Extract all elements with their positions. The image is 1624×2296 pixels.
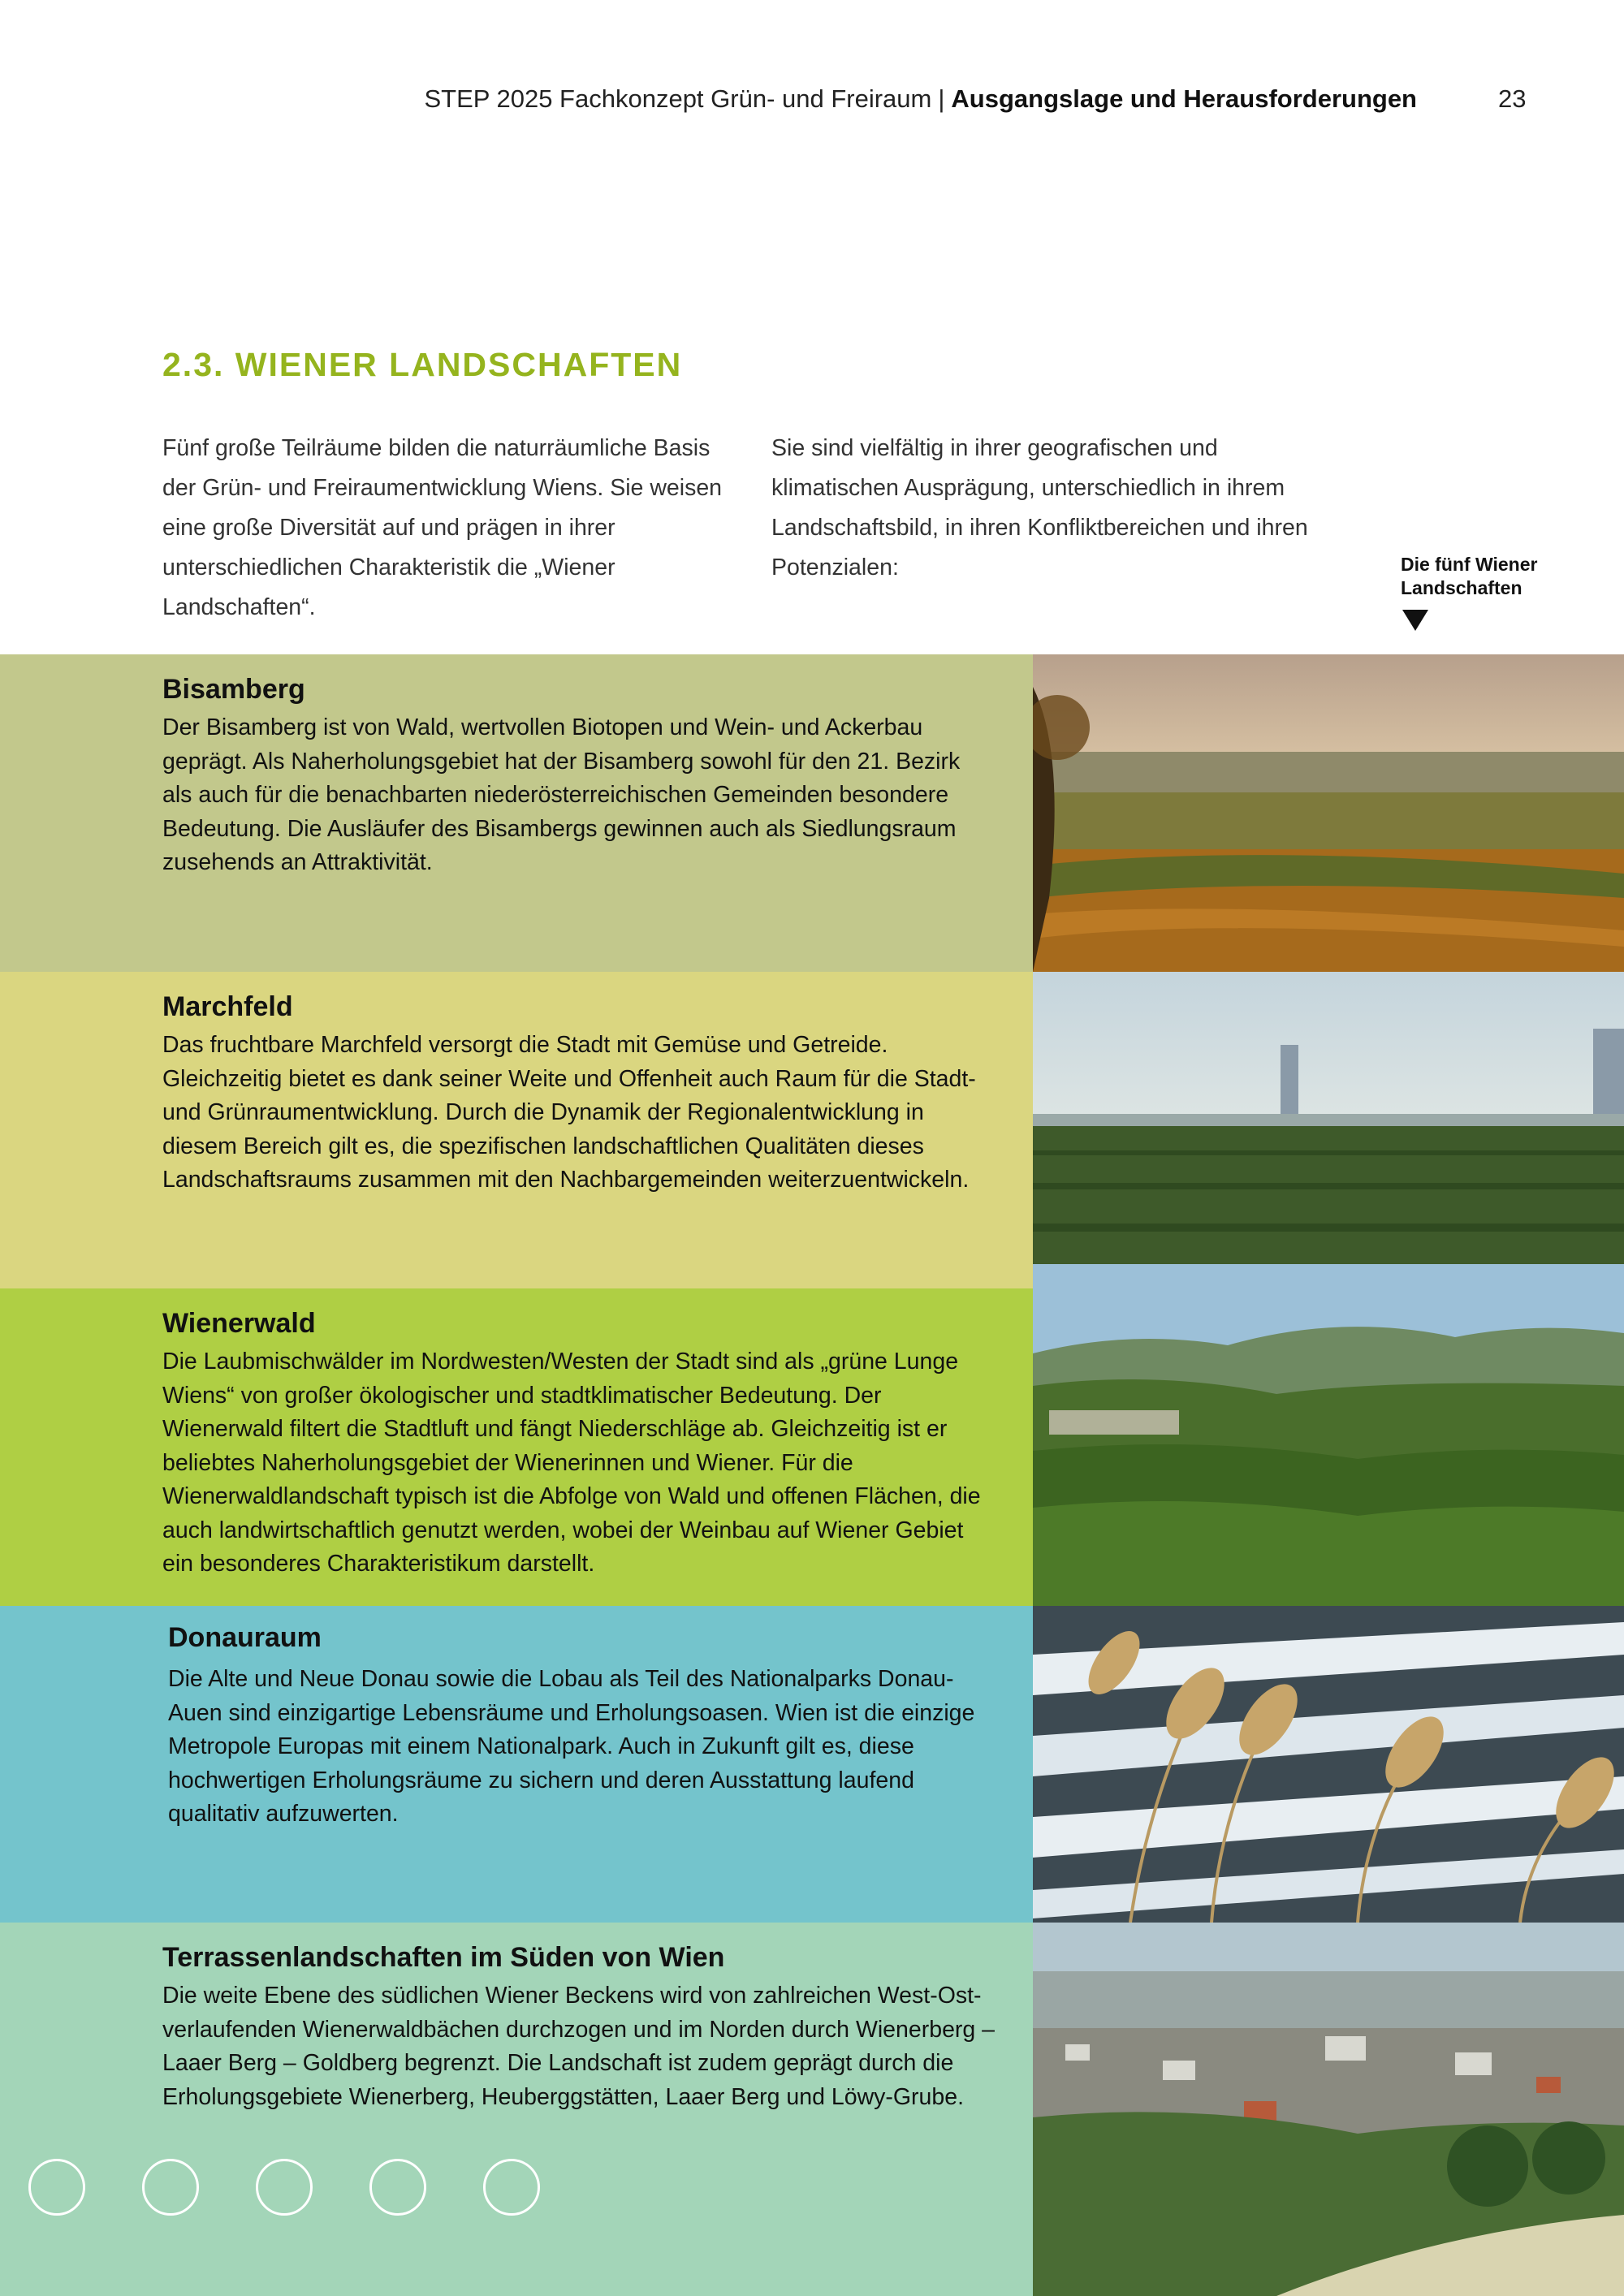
landscape-photo-icon (1033, 1606, 1624, 1923)
landscape-description: Die weite Ebene des südlichen Wiener Beckens wird von zahlreichen West-Ost-verlaufenden Wienerwaldbächen durchzogen und im Norden durch Wienerberg – Laaer Berg – Goldberg begrenzt. Die Landschaft ist zudem geprägt durch die Erholungsgebiete Wienerberg, Heuberggstätten, Laaer Berg und Löwy-Grube. (162, 1983, 996, 2110)
landscape-title: Donauraum (168, 1622, 322, 1653)
landscape-title: Marchfeld (162, 991, 293, 1022)
landscape-photo-icon (1033, 1923, 1624, 2296)
header-separator: | (938, 84, 945, 113)
decorative-circle-5 (483, 2159, 540, 2216)
photo-terrassenlandschaften (1033, 1923, 1624, 2296)
landscape-description: Das fruchtbare Marchfeld versorgt die Stadt mit Gemüse und Getreide. Gleichzeitig bietet es dank seiner Weite und Offenheit auch Raum für die Stadt- und Grünraumentwicklung. Durch die Dynamik der Regionalentwicklung in diesem Bereich gilt es, die spezifischen landschaftlichen Qualitäten dieses Landschaftsraums zusammen mit den Nachbargemeinden weiterzuentwickeln. (162, 1032, 976, 1193)
header-chapter: Ausgangslage und Herausforderungen (951, 84, 1417, 113)
landscape-band-bisamberg (0, 654, 1033, 972)
intro-paragraph-right: Sie sind vielfältig in ihrer geografischen und klimatischen Ausprägung, unterschiedlich in ihrem Landschaftsbild, in ihren Konfliktbereichen und ihren Potenzialen: (771, 435, 1308, 580)
decorative-circle-2 (142, 2159, 199, 2216)
landscape-title: Terrassenlandschaften im Süden von Wien (162, 1942, 725, 1973)
landscape-photo-icon (1033, 654, 1624, 972)
landscape-band-marchfeld (0, 972, 1033, 1288)
landscape-band-terrassenlandschaften (0, 1923, 1033, 2296)
landscape-photo-icon (1033, 972, 1624, 1264)
landscape-description: Die Alte und Neue Donau sowie die Lobau als Teil des Nationalparks Donau-Auen sind einzigartige Lebensräume und Erholungsoasen. Wien ist die einzige Metropole Europas mit einem Nationalpark. Auch in Zukunft gilt es, diese hochwertigen Erholungsräume zu sichern und deren Ausstattung laufend qualitativ aufzuwerten. (168, 1666, 975, 1827)
landscape-band-wienerwald (0, 1288, 1033, 1606)
side-note (1401, 553, 1624, 600)
running-header (424, 84, 1417, 114)
side-note-label: Die fünf Wiener Landschaften (1401, 554, 1538, 598)
header-doc-title: STEP 2025 Fachkonzept Grün- und Freiraum (424, 84, 932, 113)
decorative-circle-3 (256, 2159, 313, 2216)
down-arrow-icon (1402, 610, 1428, 631)
landscape-title: Bisamberg (162, 674, 305, 705)
photo-donauraum (1033, 1606, 1624, 1923)
photo-marchfeld (1033, 972, 1624, 1264)
landscape-description: Die Laubmischwälder im Nordwesten/Westen der Stadt sind als „grüne Lunge Wiens“ von großer ökologischer und stadtklimatischer Bedeutung. Der Wienerwald filtert die Stadtluft und fängt Niederschläge ab. Gleichzeitig ist er beliebtes Naherholungsgebiet der Wienerinnen und Wiener. Für die Wienerwaldlandschaft typisch ist die Abfolge von Wald und offenen Flächen, die auch landwirtschaftlich genutzt werden, wobei der Weinbau auf Wiener Gebiet ein besonderes Charakteristikum darstellt. (162, 1349, 981, 1577)
page-number: 23 (1498, 84, 1527, 113)
landscape-description: Der Bisamberg ist von Wald, wertvollen Biotopen und Wein- und Ackerbau geprägt. Als Naherholungsgebiet hat der Bisamberg sowohl für den 21. Bezirk als auch für die benachbarten niederösterreichischen Gemeinden besondere Bedeutung. Die Ausläufer des Bisambergs gewinnen auch als Siedlungsraum zusehends an Attraktivität. (162, 714, 961, 875)
intro-paragraph-left: Fünf große Teilräume bilden die naturräumliche Basis der Grün- und Freiraumentwicklung Wiens. Sie weisen eine große Diversität auf und prägen in ihrer unterschiedlichen Charakteristik die „Wiener Landschaften“. (162, 435, 723, 620)
section-title: 2.3. WIENER LANDSCHAFTEN (162, 346, 683, 383)
photo-wienerwald (1033, 1264, 1624, 1606)
decorative-circle-4 (369, 2159, 426, 2216)
decorative-circle-1 (28, 2159, 85, 2216)
photo-bisamberg (1033, 654, 1624, 972)
landscape-title: Wienerwald (162, 1308, 316, 1339)
landscape-photo-icon (1033, 1264, 1624, 1606)
landscape-band-donauraum (0, 1606, 1033, 1923)
